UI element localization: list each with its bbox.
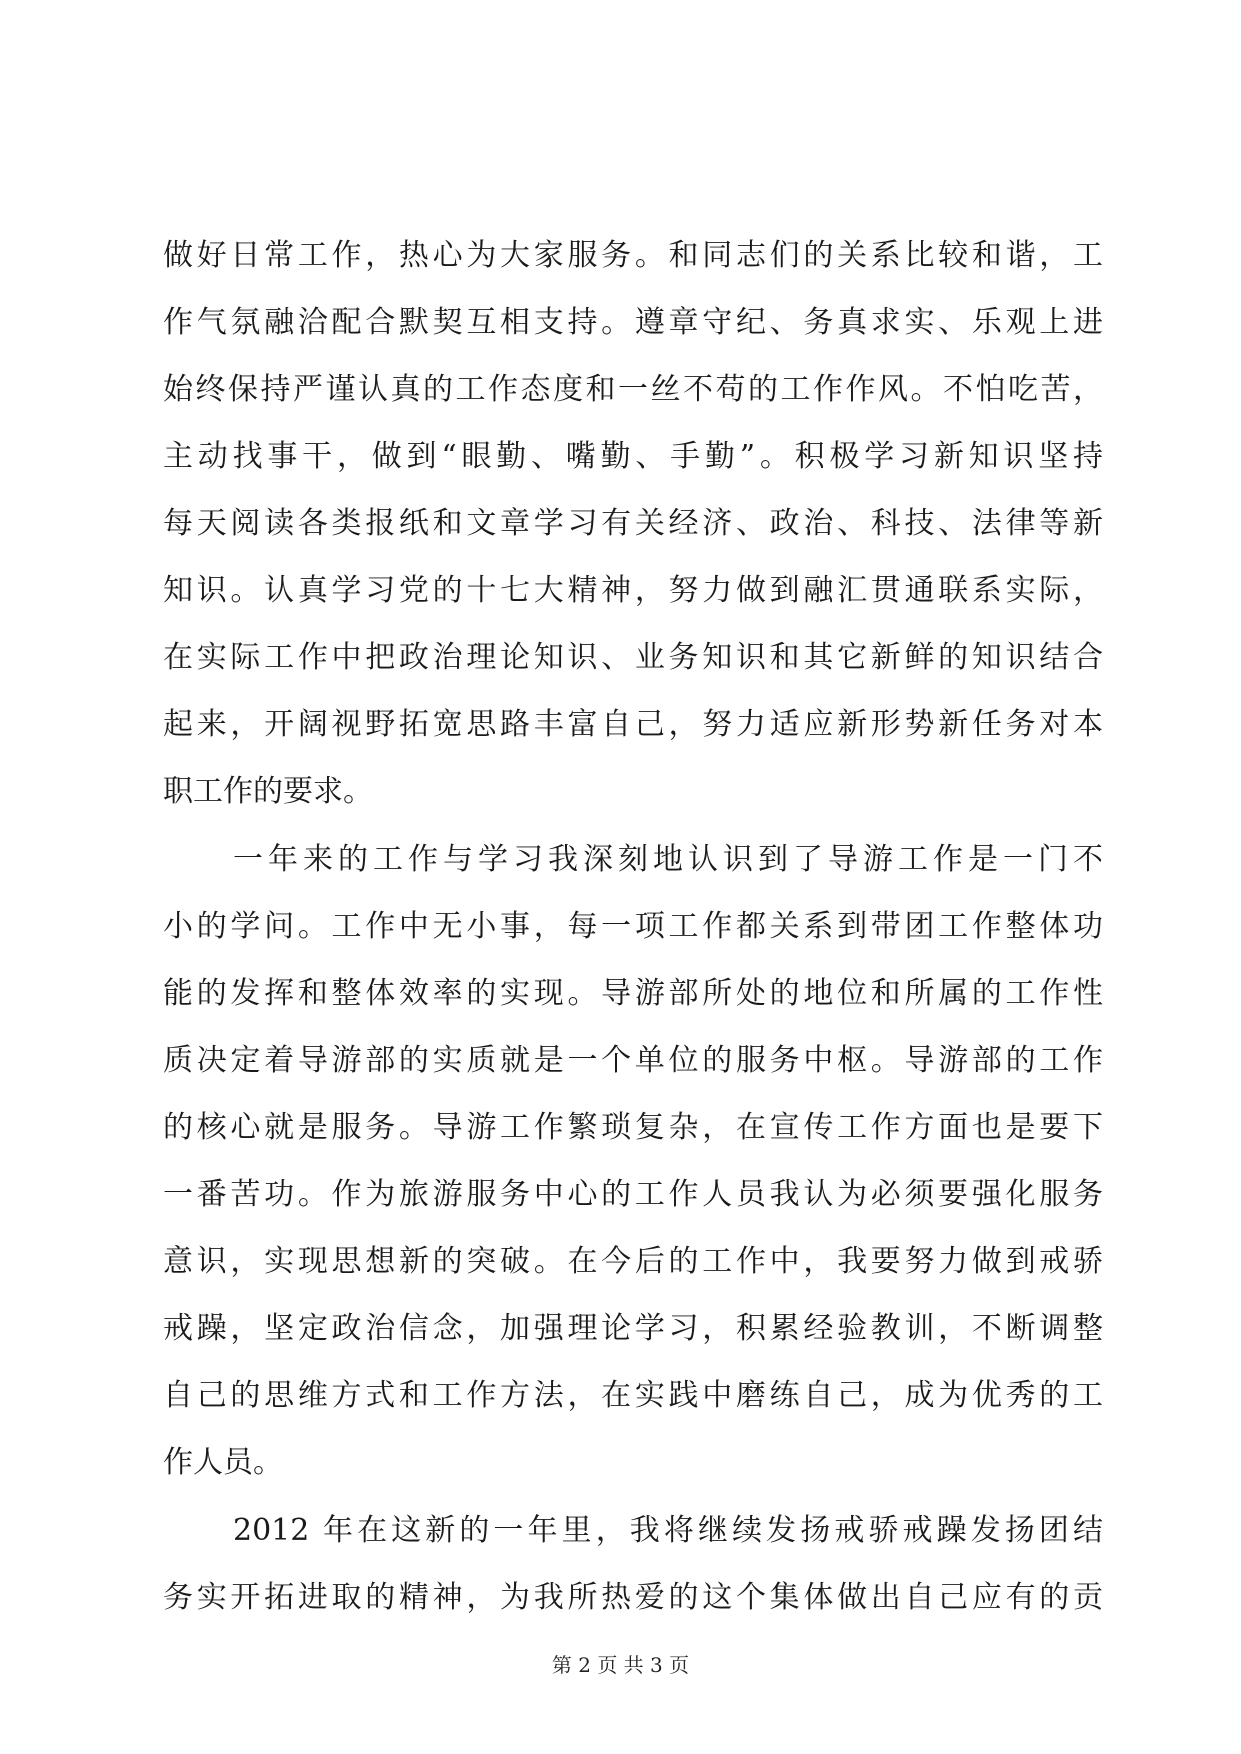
text-line-19: 作人员。 (163, 1445, 283, 1480)
text-line-3: 始终保持严谨认真的工作态度和一丝不苟的工作作风。不怕吃苦， (163, 372, 1103, 407)
text-line-10: 一年来的工作与学习我深刻地认识到了导游工作是一门不 (233, 842, 1103, 877)
text-line-18: 自己的思维方式和工作方法，在实践中磨练自己，成为优秀的工 (163, 1378, 1103, 1413)
text-line-1: 做好日常工作，热心为大家服务。和同志们的关系比较和谐，工 (163, 238, 1103, 273)
text-line-7: 在实际工作中把政治理论知识、业务知识和其它新鲜的知识结合 (163, 640, 1103, 675)
text-line-20: 2012 年在这新的一年里，我将继续发扬戒骄戒躁发扬团结 (233, 1513, 1103, 1548)
text-line-4: 主动找事干，做到“眼勤、嘴勤、手勤”。积极学习新知识坚持 (163, 439, 1103, 474)
text-line-8: 起来，开阔视野拓宽思路丰富自己，努力适应新形势新任务对本 (163, 707, 1103, 742)
text-line-6: 知识。认真学习党的十七大精神，努力做到融汇贯通联系实际， (163, 573, 1103, 608)
text-line-12: 能的发挥和整体效率的实现。导游部所处的地位和所属的工作性 (163, 976, 1103, 1011)
text-line-15: 一番苦功。作为旅游服务中心的工作人员我认为必须要强化服务 (163, 1177, 1103, 1212)
text-line-16: 意识，实现思想新的突破。在今后的工作中，我要努力做到戒骄 (163, 1244, 1103, 1279)
text-line-2: 作气氛融洽配合默契互相支持。遵章守纪、务真求实、乐观上进 (163, 305, 1103, 340)
text-line-21: 务实开拓进取的精神，为我所热爱的这个集体做出自己应有的贡 (163, 1580, 1103, 1615)
text-line-5: 每天阅读各类报纸和文章学习有关经济、政治、科技、法律等新 (163, 506, 1103, 541)
page-footer: 第 2 页 共 3 页 (551, 1653, 690, 1677)
text-line-14: 的核心就是服务。导游工作繁琐复杂，在宣传工作方面也是要下 (163, 1110, 1103, 1145)
text-line-13: 质决定着导游部的实质就是一个单位的服务中枢。导游部的工作 (163, 1043, 1103, 1078)
text-line-17: 戒躁，坚定政治信念，加强理论学习，积累经验教训，不断调整 (163, 1311, 1103, 1346)
text-line-11: 小的学问。工作中无小事，每一项工作都关系到带团工作整体功 (163, 909, 1103, 944)
text-line-9: 职工作的要求。 (163, 774, 373, 809)
